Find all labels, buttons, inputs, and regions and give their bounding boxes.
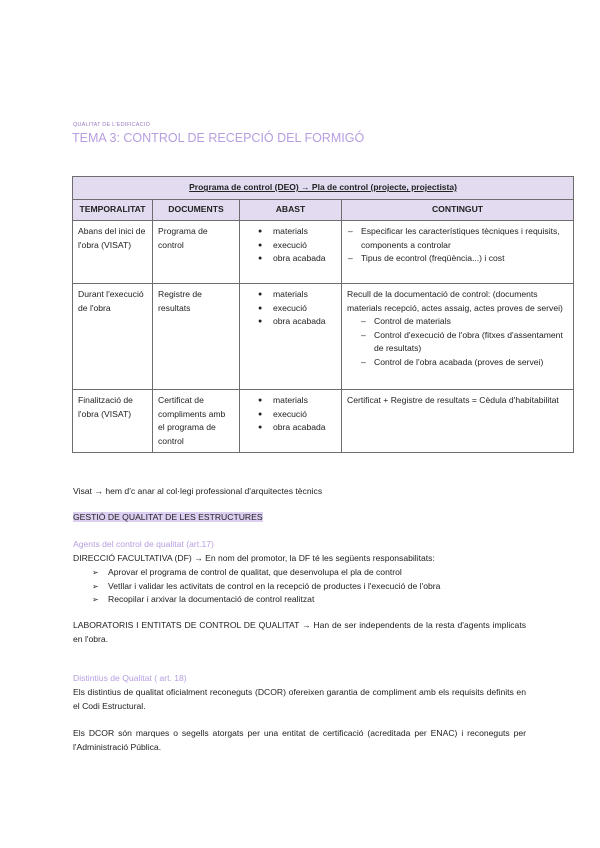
list-item: – Control d'execució de l'obra (fitxes d'assentament de resultats) bbox=[360, 329, 568, 356]
documents-cell: Certificat de compliments amb el programa de control bbox=[153, 390, 240, 453]
table-row bbox=[73, 284, 574, 390]
section-heading bbox=[73, 511, 263, 525]
list-item: ● execució bbox=[258, 239, 336, 253]
list-item: ● obra acabada bbox=[258, 421, 336, 435]
df-responsibilities bbox=[73, 566, 533, 607]
distintius-paragraph-1: Els distintius de qualitat oficialment reconeguts (DCOR) ofereixen garantia de compliment amb els requisits definits en el Codi Estructural. bbox=[73, 687, 526, 711]
list-item: ● obra acabada bbox=[258, 252, 336, 266]
distintius-heading: Distintius de Qualitat ( art. 18) bbox=[73, 673, 187, 683]
contingut-intro: Recull de la documentació de control: (documents materials recepció, actes assaig, actes proves de servei) bbox=[347, 289, 563, 313]
list-item: ● execució bbox=[258, 302, 336, 316]
table-caption-row bbox=[73, 177, 574, 200]
table-row bbox=[73, 221, 574, 284]
column-header: CONTINGUT bbox=[342, 200, 574, 221]
document-kicker: QUALITAT DE L'EDIFICACIÓ bbox=[73, 122, 151, 128]
contingut-cell bbox=[342, 390, 574, 453]
contingut-cell bbox=[342, 221, 574, 284]
list-item: ➢ Aprovar el programa de control de qualitat, que desenvolupa el pla de control bbox=[73, 566, 533, 580]
temporalitat-cell: Durant l'execució de l'obra bbox=[73, 284, 153, 390]
laboratoris-paragraph: LABORATORIS I ENTITATS DE CONTROL DE QUALITAT → Han de ser independents de la resta d'agents implicats en l'obra. bbox=[73, 620, 526, 644]
list-item: ● materials bbox=[258, 288, 336, 302]
abast-cell bbox=[240, 284, 342, 390]
agents-heading: Agents del control de qualitat (art.17) bbox=[73, 539, 214, 549]
table-caption: Programa de control (DEO) → Pla de control (projecte, projectista) bbox=[73, 177, 574, 200]
list-item: ● obra acabada bbox=[258, 315, 336, 329]
distintius-paragraph-2: Els DCOR són marques o segells atorgats per una entitat de certificació (acreditada per ENAC) i reconeguts per l'Administració Pública. bbox=[73, 728, 526, 752]
list-item: ➢ Recopilar i arxivar la documentació de control realitzat bbox=[73, 593, 533, 607]
list-item: ● execució bbox=[258, 408, 336, 422]
visat-note: Visat → hem d'c anar al col·legi professional d'arquitectes tècnics bbox=[73, 486, 323, 496]
list-item: – Control de materials bbox=[360, 315, 568, 329]
abast-cell bbox=[240, 390, 342, 453]
documents-cell: Registre de resultats bbox=[153, 284, 240, 390]
list-item: – Control de l'obra acabada (proves de servei) bbox=[360, 356, 568, 370]
list-item: ➢ Vetllar i validar les activitats de control en la recepció de productes i l'execució de l'obra bbox=[73, 580, 533, 594]
list-item: – Especificar les característiques tècniques i requisits, components a controlar bbox=[347, 225, 568, 252]
table-header-row bbox=[73, 200, 574, 221]
section-heading-text: GESTIÓ DE QUALITAT DE LES ESTRUCTURES bbox=[73, 512, 263, 522]
column-header: TEMPORALITAT bbox=[73, 200, 153, 221]
control-table bbox=[72, 176, 574, 453]
list-item: ● materials bbox=[258, 225, 336, 239]
list-item: ● materials bbox=[258, 394, 336, 408]
temporalitat-cell: Abans del inici de l'obra (VISAT) bbox=[73, 221, 153, 284]
contingut-intro: Certificat + Registre de resultats = Cèdula d'habitabilitat bbox=[347, 395, 559, 405]
column-header: ABAST bbox=[240, 200, 342, 221]
column-header: DOCUMENTS bbox=[153, 200, 240, 221]
direccio-facultativa-line: DIRECCIÓ FACULTATIVA (DF) → En nom del promotor, la DF té les següents responsabilitats: bbox=[73, 553, 435, 563]
list-item: – Tipus de econtrol (freqüència...) i cost bbox=[347, 252, 568, 266]
abast-cell bbox=[240, 221, 342, 284]
documents-cell: Programa de control bbox=[153, 221, 240, 284]
contingut-cell bbox=[342, 284, 574, 390]
table-row bbox=[73, 390, 574, 453]
page-title: TEMA 3: CONTROL DE RECEPCIÓ DEL FORMIGÓ bbox=[72, 131, 365, 145]
temporalitat-cell: Finalització de l'obra (VISAT) bbox=[73, 390, 153, 453]
